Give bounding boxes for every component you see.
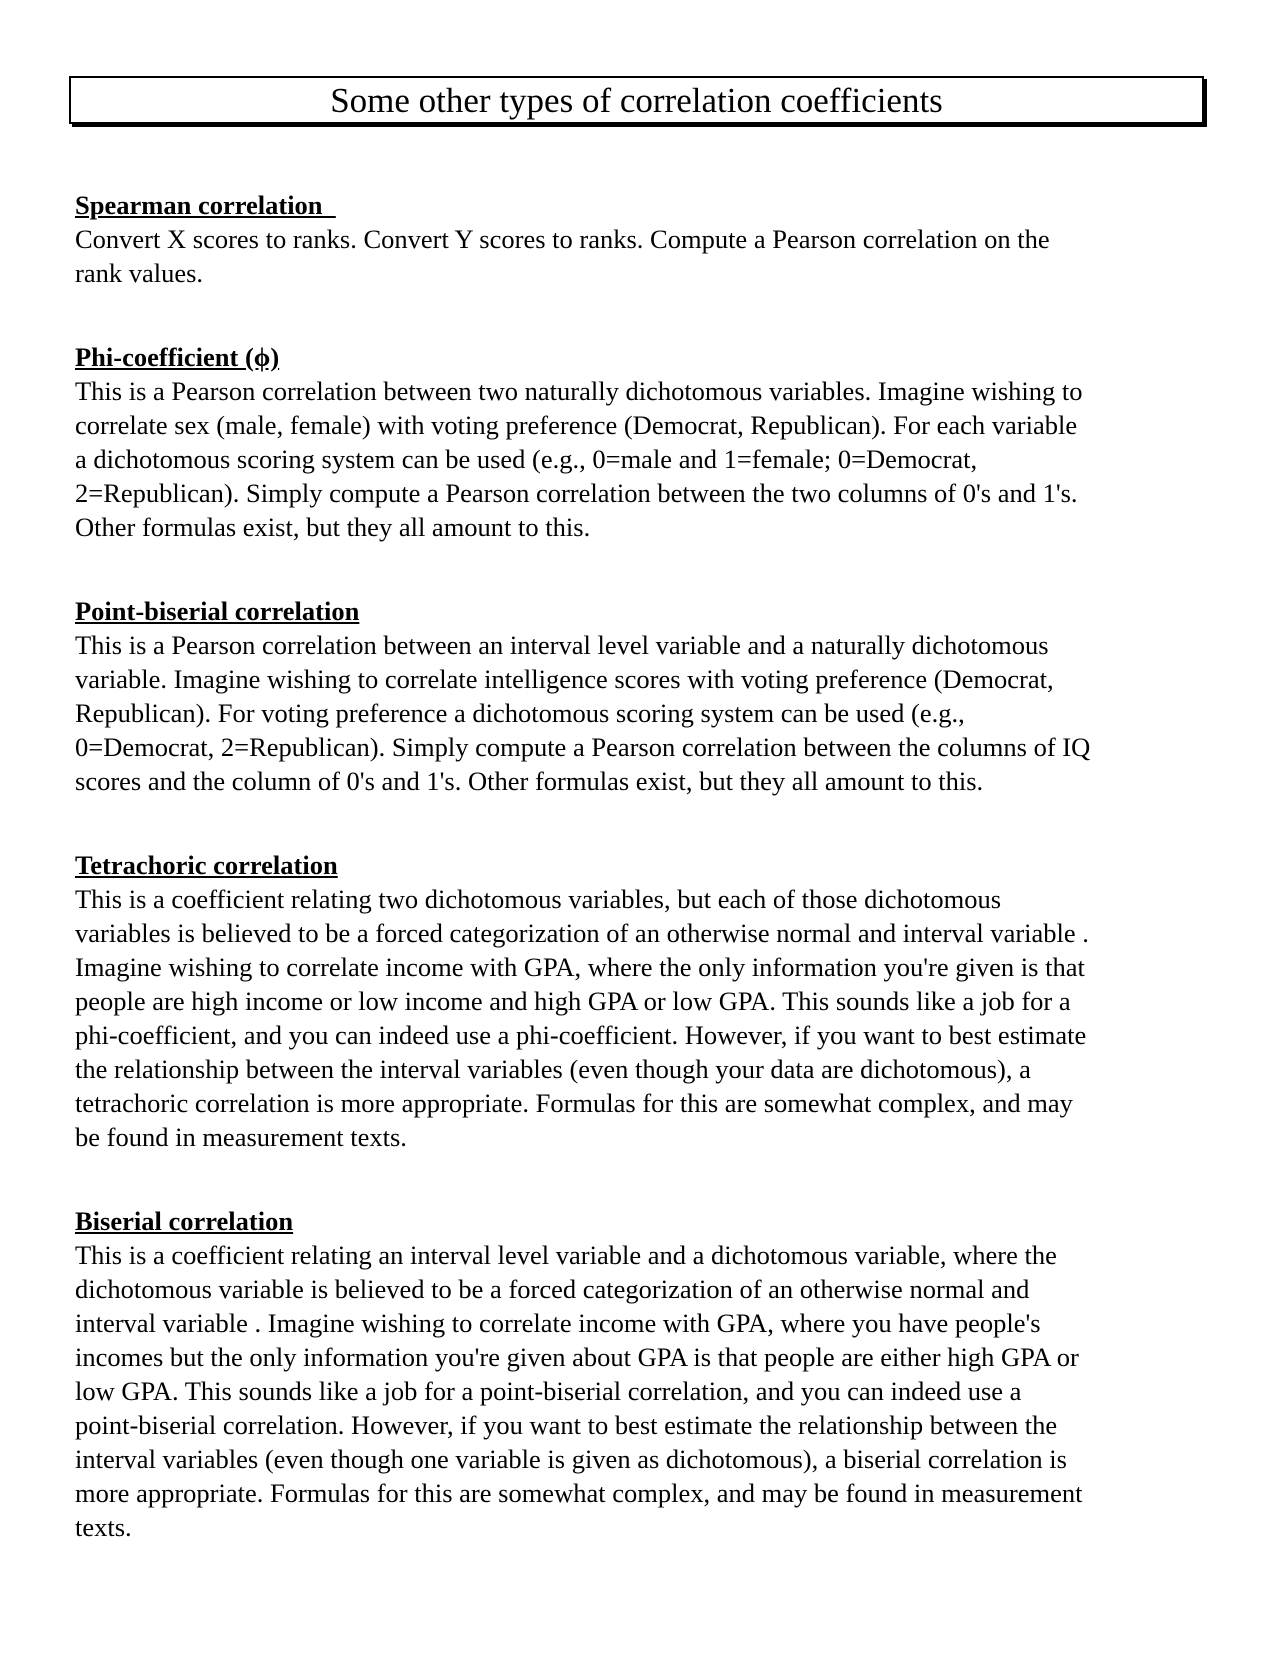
section-heading: Spearman correlation [75,190,336,220]
section-heading: Biserial correlation [75,1206,294,1236]
section-biserial [75,1204,1205,1544]
page-title: Some other types of correlation coefficients [330,80,943,120]
section-spearman [75,188,1205,290]
title-box [69,76,1204,124]
section-tetrachoric [75,848,1205,1154]
section-point-biserial [75,594,1205,798]
section-paragraph: This is a Pearson correlation between two naturally dichotomous variables. Imagine wishing to correlate sex (male, female) with voting preference (Democrat, Republican). For each variable a dichotomous scoring system can be used (e.g., 0=male and 1=female; 0=Democrat, 2=Republican). Simply compute a Pearson correlation between the two columns of 0's and 1's. Other formulas exist, but they all amount to this. [75,376,1083,542]
section-heading: Tetrachoric correlation [75,850,338,880]
document-body [75,188,1205,1594]
section-heading: Point-biserial correlation [75,596,360,626]
section-heading: Phi-coefficient (ϕ) [75,342,280,372]
section-phi-coefficient [75,340,1205,544]
section-paragraph: This is a Pearson correlation between an interval level variable and a naturally dichotomous variable. Imagine wishing to correlate intelligence scores with voting preference (Democrat, Republican). For voting preference a dichotomous scoring system can be used (e.g., 0=Democrat, 2=Republican). Simply compute a Pearson correlation between the columns of IQ scores and the column of 0's and 1's. Other formulas exist, but they all amount to this. [75,630,1091,796]
section-paragraph: This is a coefficient relating an interval level variable and a dichotomous variable, where the dichotomous variable is believed to be a forced categorization of an otherwise normal and interval variable . Imagine wishing to correlate income with GPA, where you have people's incomes but the only information you're given about GPA is that people are either high GPA or low GPA. This sounds like a job for a point-biserial correlation, and you can indeed use a point-biserial correlation. However, if you want to best estimate the relationship between the interval variables (even though one variable is given as dichotomous), a biserial correlation is more appropriate. Formulas for this are somewhat complex, and may be found in measurement texts. [75,1240,1083,1542]
section-paragraph: This is a coefficient relating two dichotomous variables, but each of those dichotomous variables is believed to be a forced categorization of an otherwise normal and interval variable . Imagine wishing to correlate income with GPA, where the only information you're given is that people are high income or low income and high GPA or low GPA. This sounds like a job for a phi-coefficient, and you can indeed use a phi-coefficient. However, if you want to best estimate the relationship between the interval variables (even though your data are dichotomous), a tetrachoric correlation is more appropriate. Formulas for this are somewhat complex, and may be found in measurement texts. [75,884,1089,1152]
section-paragraph: Convert X scores to ranks. Convert Y scores to ranks. Compute a Pearson correlation on the rank values. [75,224,1050,288]
